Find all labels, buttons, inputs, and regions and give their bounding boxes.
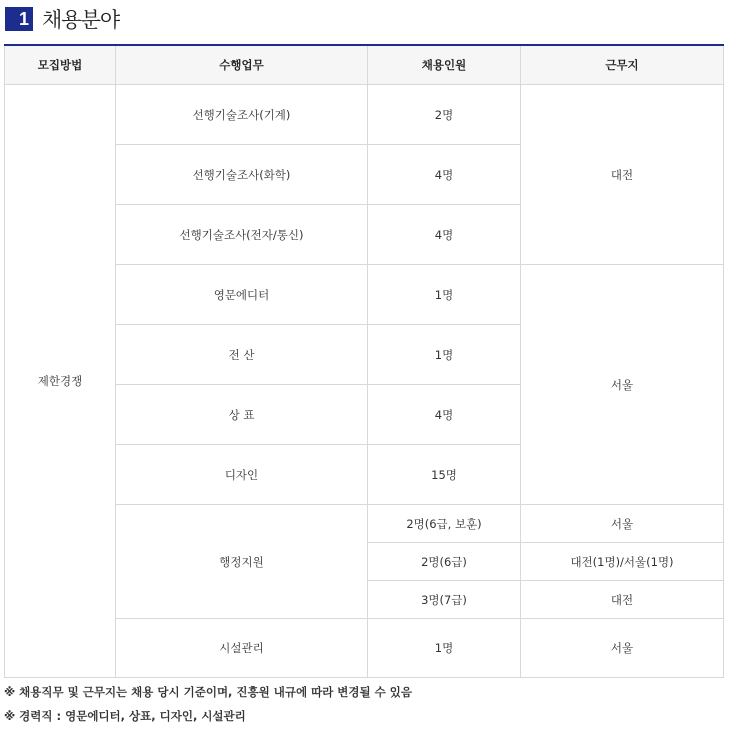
method-cell: 제한경쟁 <box>5 85 116 678</box>
task-cell: 행정지원 <box>116 505 368 619</box>
note-item: ※ 채용직무 및 근무지는 채용 당시 기준이며, 진흥원 내규에 따라 변경될 수 있음 <box>4 685 412 699</box>
task-cell: 선행기술조사(화학) <box>116 145 368 205</box>
location-cell: 서울 <box>521 265 724 505</box>
task-cell: 선행기술조사(기계) <box>116 85 368 145</box>
location-cell: 서울 <box>521 619 724 678</box>
task-cell: 시설관리 <box>116 619 368 678</box>
task-cell: 디자인 <box>116 445 368 505</box>
header-method: 모집방법 <box>5 45 116 85</box>
location-cell: 대전 <box>521 581 724 619</box>
task-cell: 영문에디터 <box>116 265 368 325</box>
count-cell: 1명 <box>368 265 521 325</box>
recruitment-table <box>4 44 724 678</box>
location-cell: 서울 <box>521 505 724 543</box>
section-title: 채용분야 <box>42 8 120 32</box>
count-cell: 15명 <box>368 445 521 505</box>
count-cell: 2명 <box>368 85 521 145</box>
header-location: 근무지 <box>521 45 724 85</box>
count-cell: 1명 <box>368 325 521 385</box>
notes <box>4 685 412 733</box>
count-cell: 4명 <box>368 145 521 205</box>
count-cell: 2명(6급, 보훈) <box>368 505 521 543</box>
section-heading <box>5 6 119 32</box>
count-cell: 1명 <box>368 619 521 678</box>
task-cell: 상 표 <box>116 385 368 445</box>
task-cell: 선행기술조사(전자/통신) <box>116 205 368 265</box>
table-row <box>5 85 724 145</box>
header-task: 수행업무 <box>116 45 368 85</box>
note-item: ※ 경력직 : 영문에디터, 상표, 디자인, 시설관리 <box>4 709 246 723</box>
section-number-badge: 1 <box>5 7 33 31</box>
header-count: 채용인원 <box>368 45 521 85</box>
count-cell: 4명 <box>368 385 521 445</box>
count-cell: 3명(7급) <box>368 581 521 619</box>
location-cell: 대전(1명)/서울(1명) <box>521 543 724 581</box>
count-cell: 2명(6급) <box>368 543 521 581</box>
table-header-row <box>5 45 724 85</box>
task-cell: 전 산 <box>116 325 368 385</box>
location-cell: 대전 <box>521 85 724 265</box>
count-cell: 4명 <box>368 205 521 265</box>
